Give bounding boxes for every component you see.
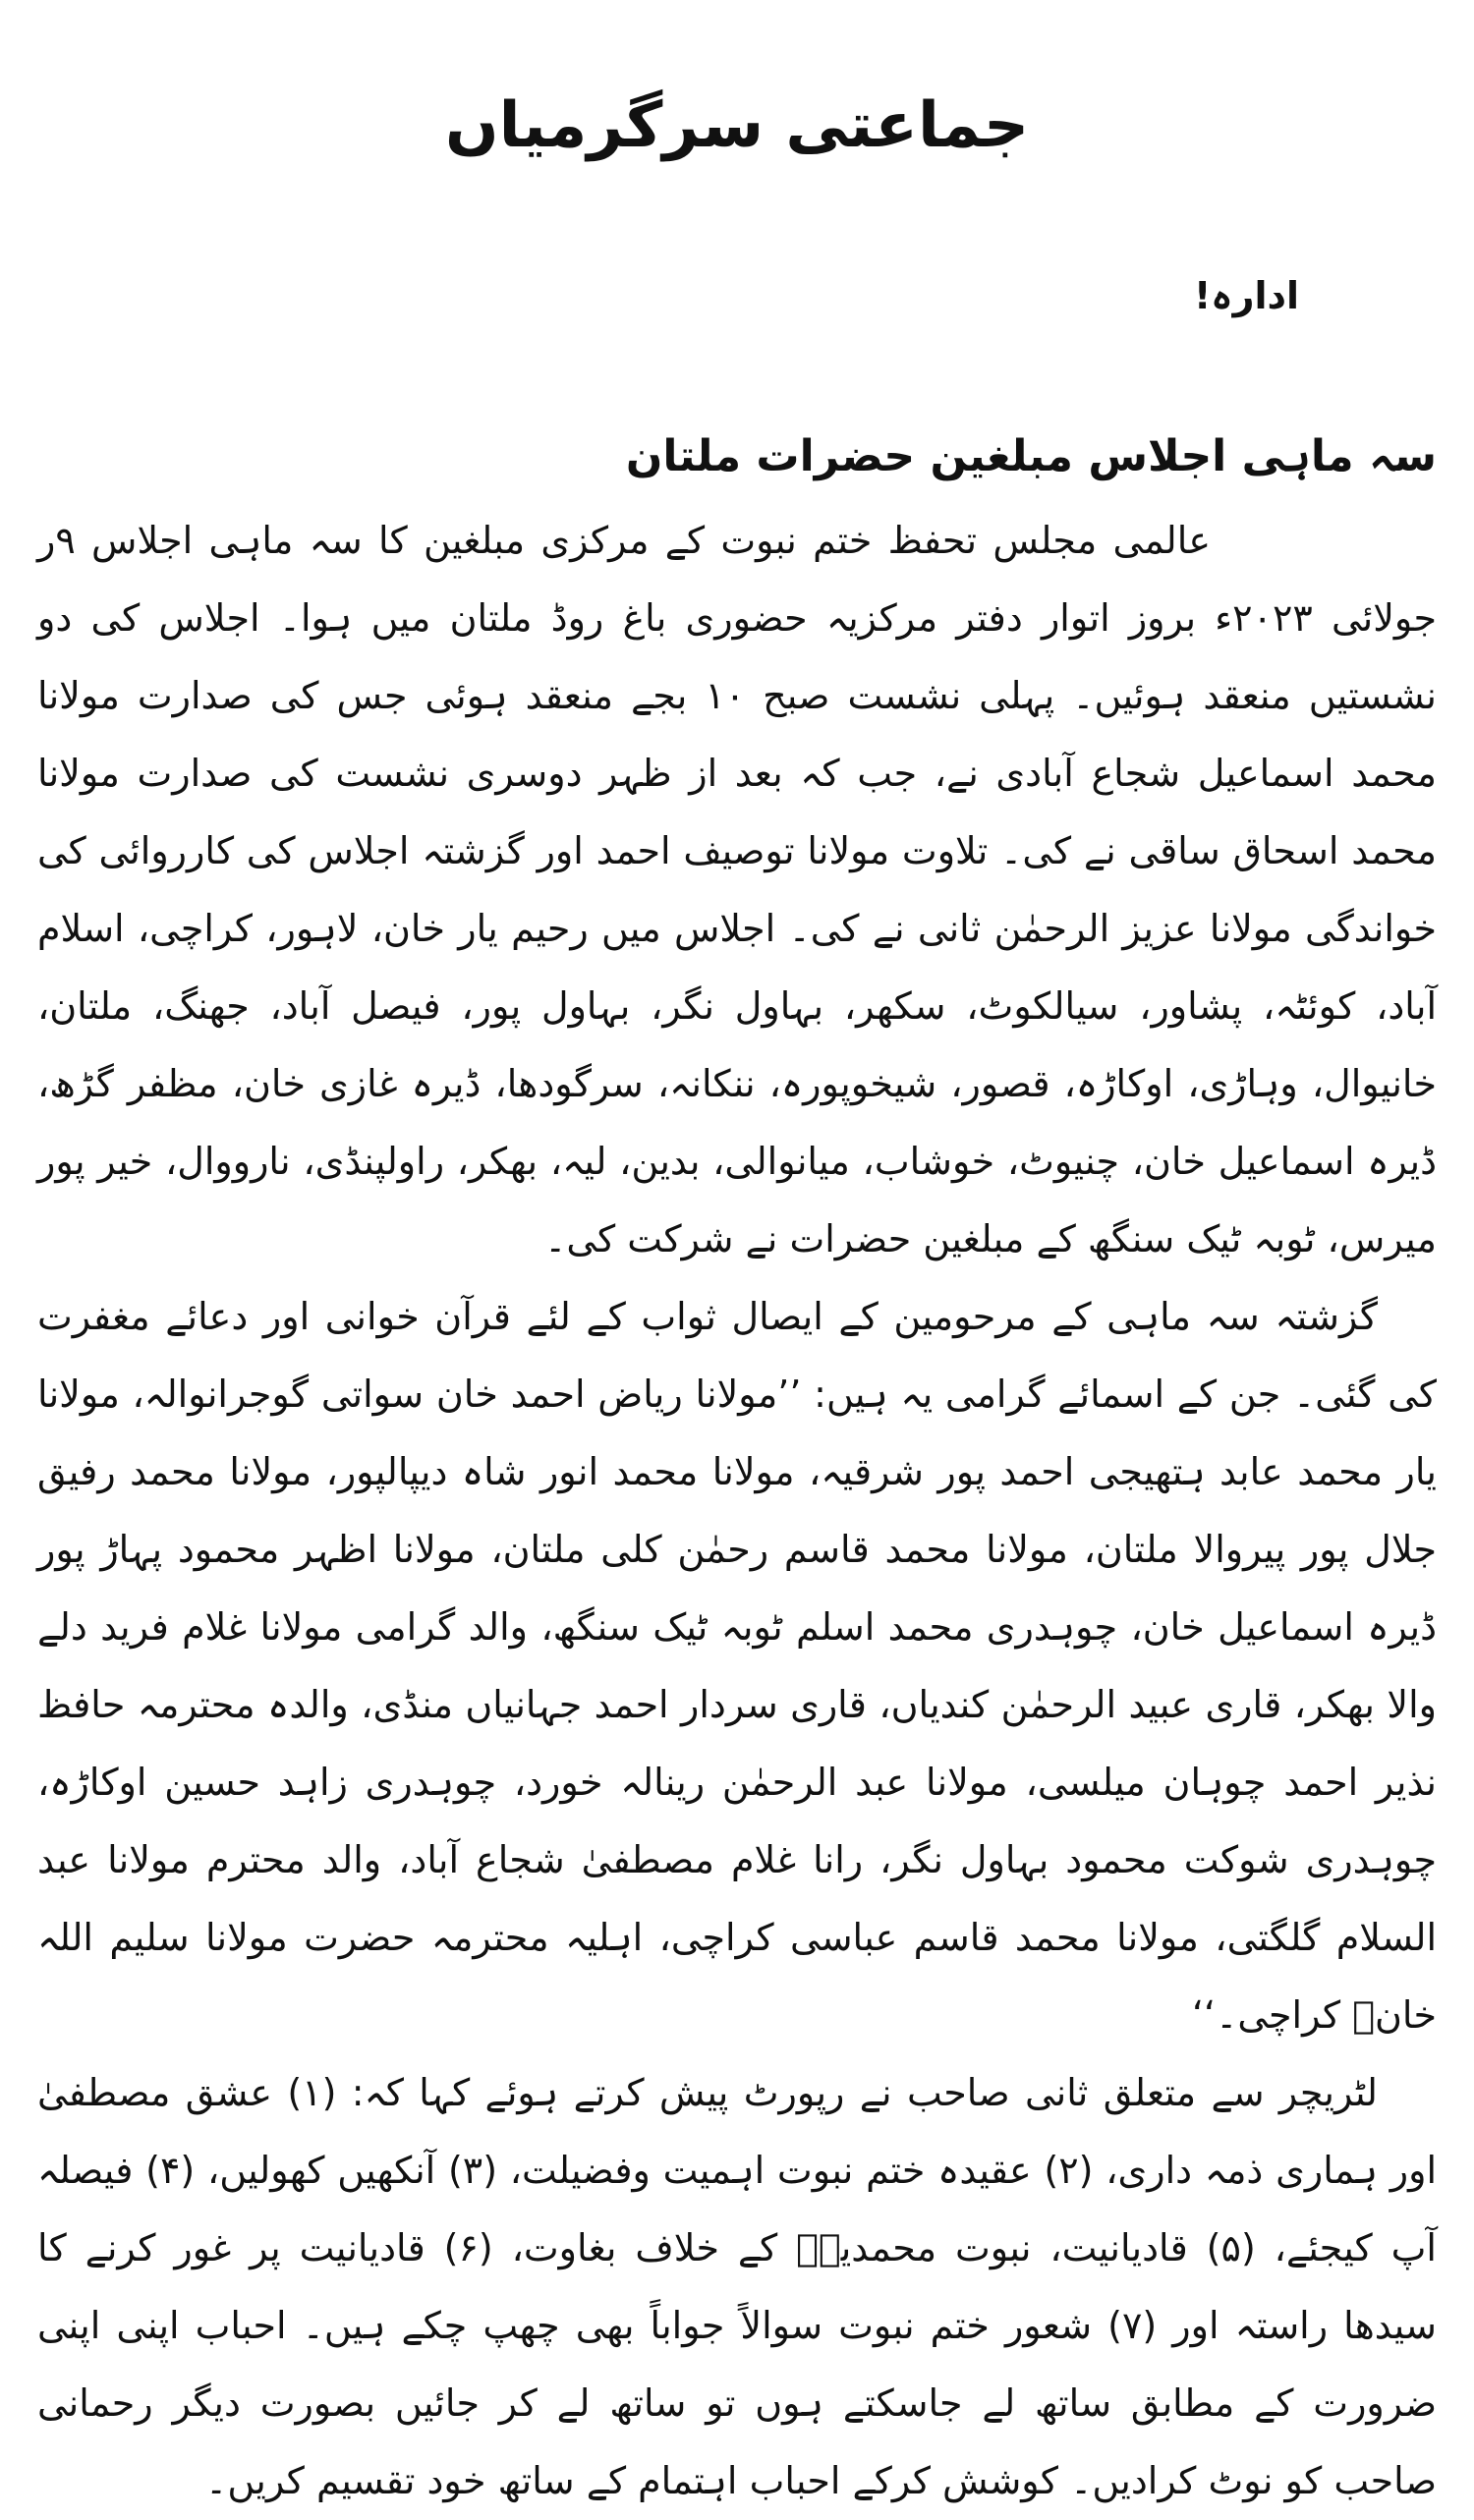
- paragraph-meeting-report: عالمی مجلس تحفظ ختم نبوت کے مرکزی مبلغین کا سہ ماہی اجلاس ۹ر جولائی ۲۰۲۳ء بروز اتوار دفتر مرکزیہ حضوری باغ روڈ ملتان میں ہوا۔ اجلاس کی دو نشستیں منعقد ہوئیں۔ پہلی نشست صبح ۱۰ بجے منعقد ہوئی جس کی صدارت مولانا محمد اسماعیل شجاع آبادی نے، جب کہ بعد از ظہر دوسری نشست کی صدارت مولانا محمد اسحاق ساقی نے کی۔ تلاوت مولانا توصیف احمد اور گزشتہ اجلاس کی کارروائی کی خواندگی مولانا عزیز الرحمٰن ثانی نے کی۔ اجلاس میں رحیم یار خان، لاہور، کراچی، اسلام آباد، کوئٹہ، پشاور، سیالکوٹ، سکھر، بہاول نگر، بہاول پور، فیصل آباد، جھنگ، ملتان، خانیوال، وہاڑی، اوکاڑہ، قصور، شیخوپورہ، ننکانہ، سرگودھا، ڈیرہ غازی خان، مظفر گڑھ، ڈیرہ اسماعیل خان، چنیوٹ، خوشاب، میانوالی، بدین، لیہ، بھکر، راولپنڈی، نارووال، خیر پور میرس، ٹوبہ ٹیک سنگھ کے مبلغین حضرات نے شرکت کی۔: [37, 519, 1437, 1261]
- paragraph-condolences: گزشتہ سہ ماہی کے مرحومین کے ایصال ثواب کے لئے قرآن خوانی اور دعائے مغفرت کی گئی۔ جن کے اسمائے گرامی یہ ہیں: ’’مولانا ریاض احمد خان سواتی گوجرانوالہ، مولانا یار محمد عابد ہتھیجی احمد پور شرقیہ، مولانا محمد انور شاہ دیپالپور، مولانا محمد رفیق جلال پور پیروالا ملتان، مولانا محمد قاسم رحمٰن کلی ملتان، مولانا اظہر محمود پہاڑ پور ڈیرہ اسماعیل خان، چوہدری محمد اسلم ٹوبہ ٹیک سنگھ، والد گرامی مولانا غلام فرید دلے والا بھکر، قاری عبید الرحمٰن کندیاں، قاری سردار احمد جہانیاں منڈی، والدہ محترمہ حافظ نذیر احمد چوہان میلسی، مولانا عبد الرحمٰن رینالہ خورد، چوہدری زاہد حسین اوکاڑہ، چوہدری شوکت محمود بہاول نگر، رانا غلام مصطفیٰ شجاع آباد، والد محترم مولانا عبد السلام گلگتی، مولانا محمد قاسم عباسی کراچی، اہلیہ محترمہ حضرت مولانا سلیم اللہ خانؒ کراچی۔‘‘: [37, 1295, 1437, 2038]
- page-title: جماعتی سرگرمیاں: [444, 89, 1030, 162]
- author-line: ادارہ!: [1193, 273, 1299, 317]
- paragraph-literature: لٹریچر سے متعلق ثانی صاحب نے رپورٹ پیش کرتے ہوئے کہا کہ: (۱) عشق مصطفیٰ اور ہماری ذمہ داری، (۲) عقیدہ ختم نبوت اہمیت وفضیلت، (۳) آنکھیں کھولیں، (۴) فیصلہ آپ کیجئے، (۵) قادیانیت، نبوت محمدیہؐ کے خلاف بغاوت، (۶) قادیانیت پر غور کرنے کا سیدھا راستہ اور (۷) شعور ختم نبوت سوالاً جواباً بھی چھپ چکے ہیں۔ احباب اپنی اپنی ضرورت کے مطابق ساتھ لے جاسکتے ہوں تو ساتھ لے کر جائیں بصورت دیگر رحمانی صاحب کو نوٹ کرادیں۔ کوشش کرکے احباب اہتمام کے ساتھ خود تقسیم کریں۔: [37, 2071, 1438, 2503]
- section-heading: سہ ماہی اجلاس مبلغین حضرات ملتان: [625, 431, 1437, 482]
